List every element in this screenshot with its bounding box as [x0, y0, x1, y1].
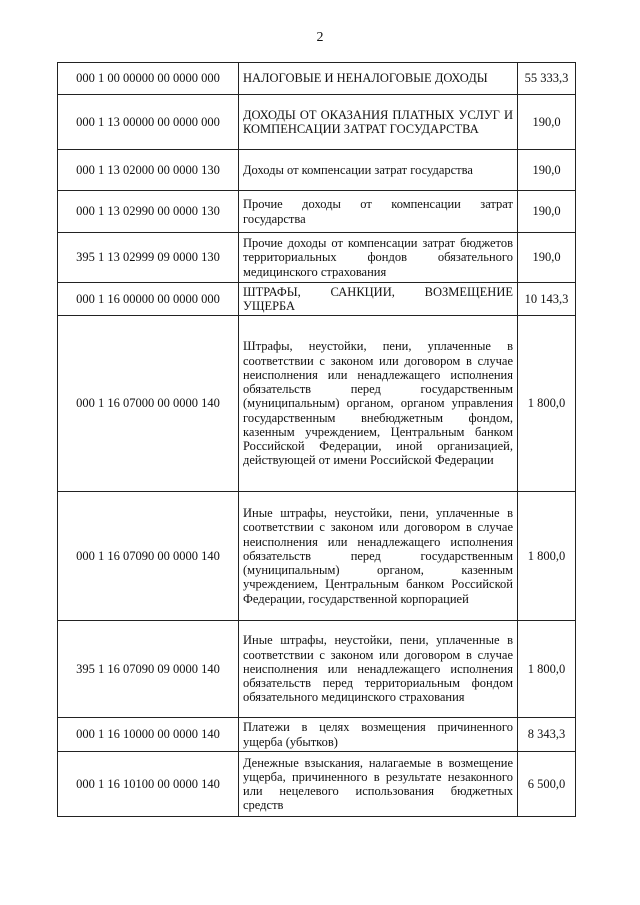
budget-code: 000 1 16 00000 00 0000 000 — [58, 283, 239, 316]
amount: 8 343,3 — [518, 718, 576, 752]
budget-code: 000 1 13 02000 00 0000 130 — [58, 150, 239, 191]
revenue-name: Денежные взыскания, налагаемые в возмещение ущерба, причиненного в результате незаконного или нецелевого использования бюджетных средств — [239, 752, 518, 817]
budget-code: 395 1 16 07090 09 0000 140 — [58, 621, 239, 718]
revenue-name: Прочие доходы от компенсации затрат бюджетов территориальных фондов обязательного медицинского страхования — [239, 233, 518, 283]
revenue-name: ДОХОДЫ ОТ ОКАЗАНИЯ ПЛАТНЫХ УСЛУГ И КОМПЕНСАЦИИ ЗАТРАТ ГОСУДАРСТВА — [239, 95, 518, 150]
amount: 1 800,0 — [518, 316, 576, 492]
table-row — [58, 233, 576, 283]
budget-code: 395 1 13 02999 09 0000 130 — [58, 233, 239, 283]
table-row — [58, 718, 576, 752]
table-row — [58, 752, 576, 817]
table-row — [58, 95, 576, 150]
page-number: 2 — [316, 30, 324, 45]
amount: 55 333,3 — [518, 63, 576, 95]
revenue-name: Иные штрафы, неустойки, пени, уплаченные в соответствии с законом или договором в случае неисполнения или ненадлежащего исполнения обязательств перед государственным (муниципальным) органом, казенным учреждением, Центральным банком Российской Федерации, государственной корпорацией — [239, 492, 518, 621]
revenue-name: Прочие доходы от компенсации затрат государства — [239, 191, 518, 233]
amount: 6 500,0 — [518, 752, 576, 817]
amount: 10 143,3 — [518, 283, 576, 316]
budget-code: 000 1 16 07090 00 0000 140 — [58, 492, 239, 621]
table-row — [58, 191, 576, 233]
budget-code: 000 1 16 07000 00 0000 140 — [58, 316, 239, 492]
revenue-name: Платежи в целях возмещения причиненного ущерба (убытков) — [239, 718, 518, 752]
revenue-name: ШТРАФЫ, САНКЦИИ, ВОЗМЕЩЕНИЕ УЩЕРБА — [239, 283, 518, 316]
revenue-name: НАЛОГОВЫЕ И НЕНАЛОГОВЫЕ ДОХОДЫ — [239, 63, 518, 95]
table-row — [58, 492, 576, 621]
table-row — [58, 621, 576, 718]
budget-code: 000 1 13 02990 00 0000 130 — [58, 191, 239, 233]
revenue-table — [57, 62, 576, 817]
table-row — [58, 316, 576, 492]
budget-code: 000 1 13 00000 00 0000 000 — [58, 95, 239, 150]
amount: 1 800,0 — [518, 621, 576, 718]
amount: 190,0 — [518, 191, 576, 233]
amount: 1 800,0 — [518, 492, 576, 621]
revenue-name: Иные штрафы, неустойки, пени, уплаченные в соответствии с законом или договором в случае неисполнения или ненадлежащего исполнения обязательств перед территориальным фондом обязательного медицинского страхования — [239, 621, 518, 718]
revenue-name: Штрафы, неустойки, пени, уплаченные в соответствии с законом или договором в случае неисполнения или ненадлежащего исполнения обязательств перед государственным (муниципальным) органом, органом управления государственным внебюджетным фондом, казенным учреждением, Центральным банком Российской Федерации, иной организацией, действующей от имени Российской Федерации — [239, 316, 518, 492]
amount: 190,0 — [518, 95, 576, 150]
budget-code: 000 1 16 10100 00 0000 140 — [58, 752, 239, 817]
amount: 190,0 — [518, 150, 576, 191]
table-row — [58, 283, 576, 316]
amount: 190,0 — [518, 233, 576, 283]
budget-code: 000 1 16 10000 00 0000 140 — [58, 718, 239, 752]
revenue-name: Доходы от компенсации затрат государства — [239, 150, 518, 191]
table-row — [58, 150, 576, 191]
budget-code: 000 1 00 00000 00 0000 000 — [58, 63, 239, 95]
table-row — [58, 63, 576, 95]
